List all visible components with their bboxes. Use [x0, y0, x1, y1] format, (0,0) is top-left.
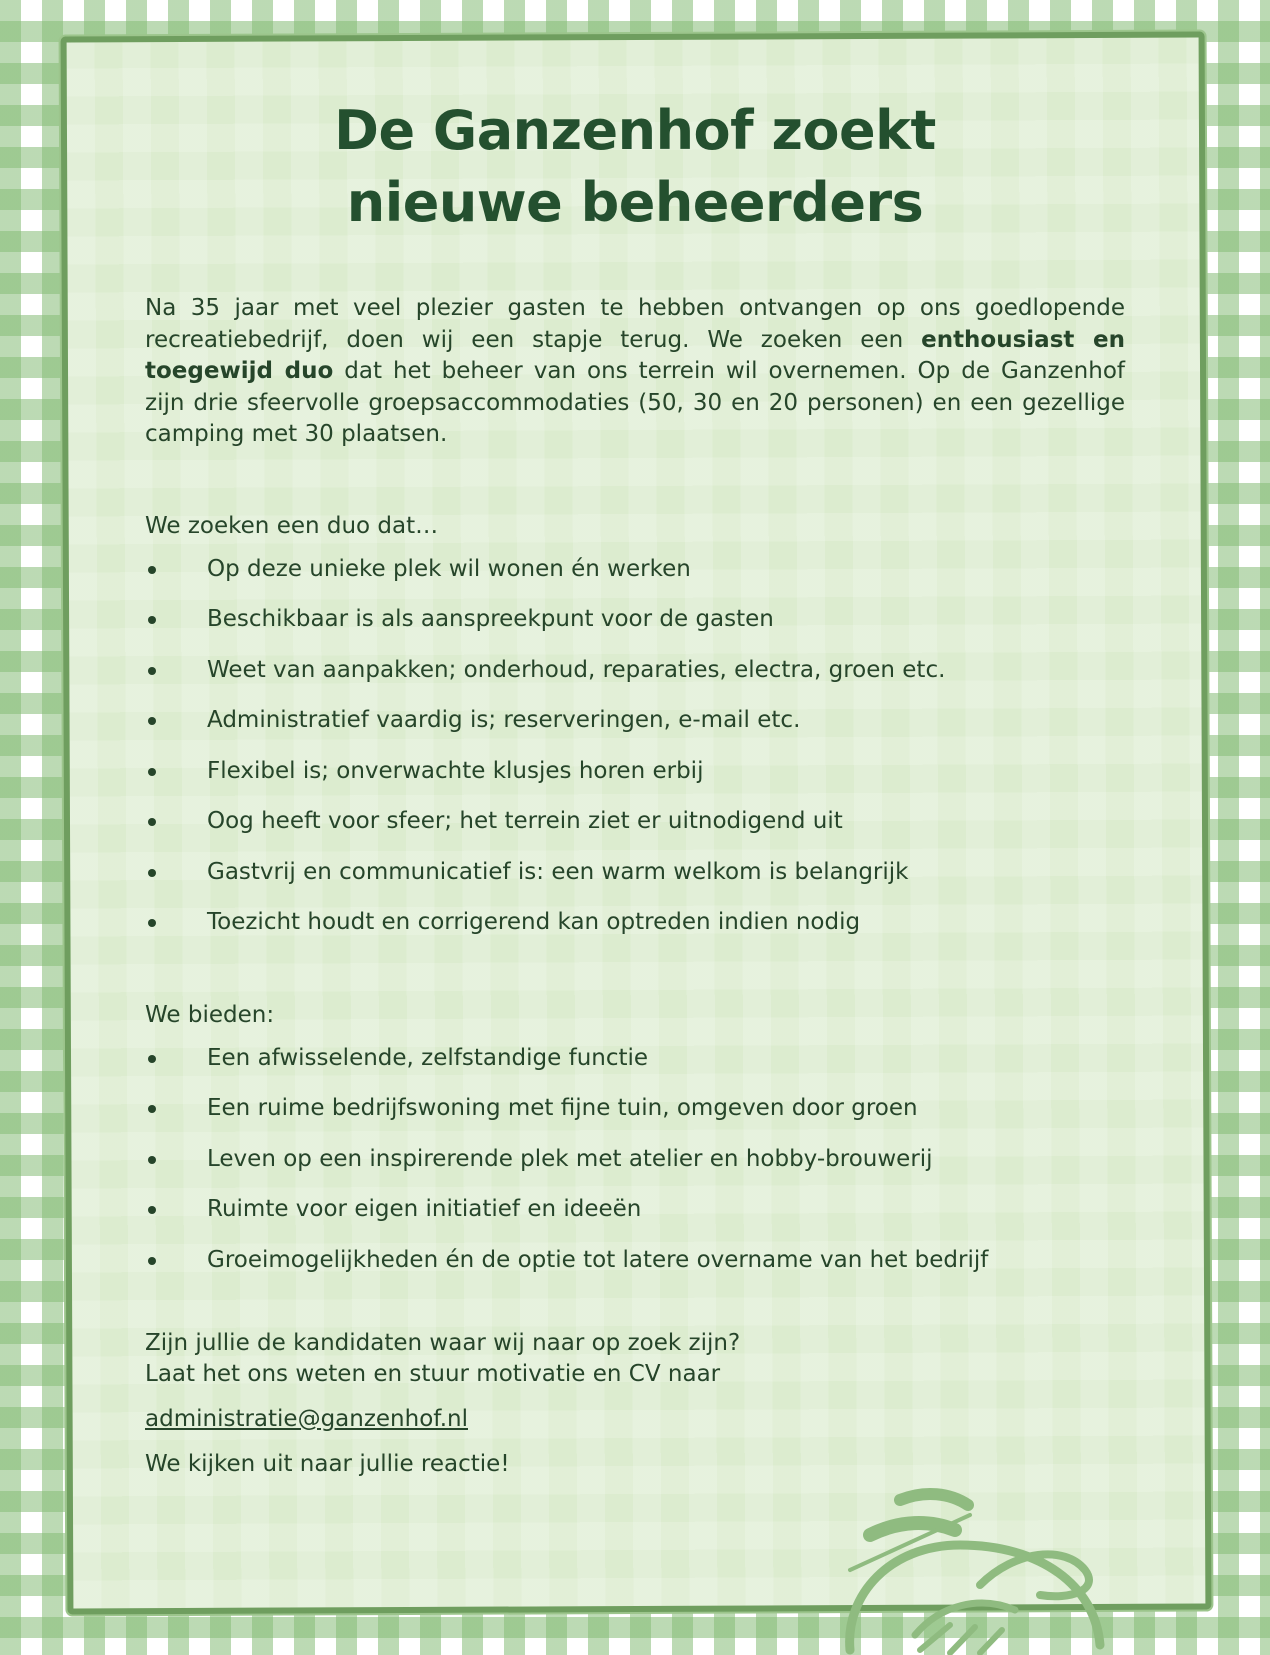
- closing-text: [145, 1328, 1125, 1390]
- list-item-text: Administratief vaardig is; reserveringen, e-mail etc.: [207, 707, 801, 733]
- list-item-text: Oog heeft voor sfeer; het terrein ziet er uitnodigend uit: [207, 808, 843, 834]
- offer-list: [145, 1043, 1125, 1296]
- bullet-icon: [148, 919, 156, 927]
- page-title: [145, 95, 1125, 239]
- list-item-text: Een afwisselende, zelfstandige functie: [207, 1044, 649, 1071]
- list-item: [145, 1194, 1125, 1245]
- list-item: [145, 907, 1125, 958]
- list-item: [145, 1245, 1125, 1296]
- intro-part-1: Na 35 jaar met veel plezier gasten te hebben ontvangen op ons goedlopende recreatiebedrijf, doen wij een stapje terug. We zoeken een: [145, 295, 1125, 353]
- bullet-icon: [148, 1055, 156, 1063]
- list-item-text: Leven op een inspirerende plek met atelier en hobby-brouwerij: [207, 1145, 933, 1172]
- bullet-icon: [148, 667, 156, 675]
- list-item: [145, 554, 1125, 605]
- list-item: [145, 655, 1125, 706]
- bullet-icon: [148, 1105, 156, 1113]
- bullet-icon: [148, 717, 156, 725]
- seeking-heading: We zoeken een duo dat…: [145, 512, 439, 539]
- intro-bold: enthousiast en toegewijd duo: [145, 326, 1125, 384]
- bullet-icon: [148, 1257, 156, 1265]
- flyer-content: [145, 95, 1125, 1480]
- list-item: [145, 756, 1125, 807]
- bullet-icon: [148, 768, 156, 776]
- bullet-icon: [148, 616, 156, 624]
- list-item-text: Groeimogelijkheden én de optie tot latere overname van het bedrijf: [207, 1246, 989, 1273]
- goose-logo-icon: [830, 1475, 1130, 1655]
- list-item: [145, 1093, 1125, 1144]
- list-item: [145, 604, 1125, 655]
- list-item: [145, 857, 1125, 908]
- list-item-text: Toezicht houdt en corrigerend kan optreden indien nodig: [207, 909, 861, 935]
- thanks-text: We kijken uit naar jullie reactie!: [145, 1451, 510, 1477]
- bullet-icon: [148, 818, 156, 826]
- seeking-list: [145, 554, 1125, 958]
- title-line-2: nieuwe beheerders: [346, 171, 924, 234]
- bullet-icon: [148, 1156, 156, 1164]
- closing-line-2: Laat het ons weten en stuur motivatie en CV naar: [145, 1361, 721, 1387]
- intro-paragraph: [145, 293, 1125, 451]
- intro-part-2: dat het beheer van ons terrein wil overnemen. Op de Ganzenhof zijn drie sfeervolle groepsaccommodaties (50, 30 en 20 personen) en een gezellige camping met 30 plaatsen.: [145, 358, 1125, 447]
- list-item: [145, 1043, 1125, 1094]
- list-item-text: Gastvrij en communicatief is: een warm welkom is belangrijk: [207, 858, 909, 885]
- offer-heading: We bieden:: [145, 1001, 275, 1028]
- bullet-icon: [148, 566, 156, 574]
- bullet-icon: [148, 1206, 156, 1214]
- list-item: [145, 1144, 1125, 1195]
- list-item-text: Beschikbaar is als aanspreekpunt voor de gasten: [207, 606, 774, 632]
- list-item-text: Op deze unieke plek wil wonen én werken: [207, 555, 691, 582]
- closing-line-1: Zijn jullie de kandidaten waar wij naar op zoek zijn?: [145, 1330, 741, 1356]
- list-item-text: Weet van aanpakken; onderhoud, reparaties, electra, groen etc.: [207, 656, 946, 683]
- email-link[interactable]: administratie@ganzenhof.nl: [145, 1406, 468, 1432]
- list-item-text: Flexibel is; onverwachte klusjes horen erbij: [207, 757, 704, 784]
- title-line-1: De Ganzenhof zoekt: [334, 99, 936, 162]
- list-item: [145, 806, 1125, 857]
- list-item: [145, 705, 1125, 756]
- list-item-text: Ruimte voor eigen initiatief en ideeën: [207, 1196, 642, 1222]
- list-item-text: Een ruime bedrijfswoning met fijne tuin, omgeven door groen: [207, 1095, 918, 1121]
- bullet-icon: [148, 869, 156, 877]
